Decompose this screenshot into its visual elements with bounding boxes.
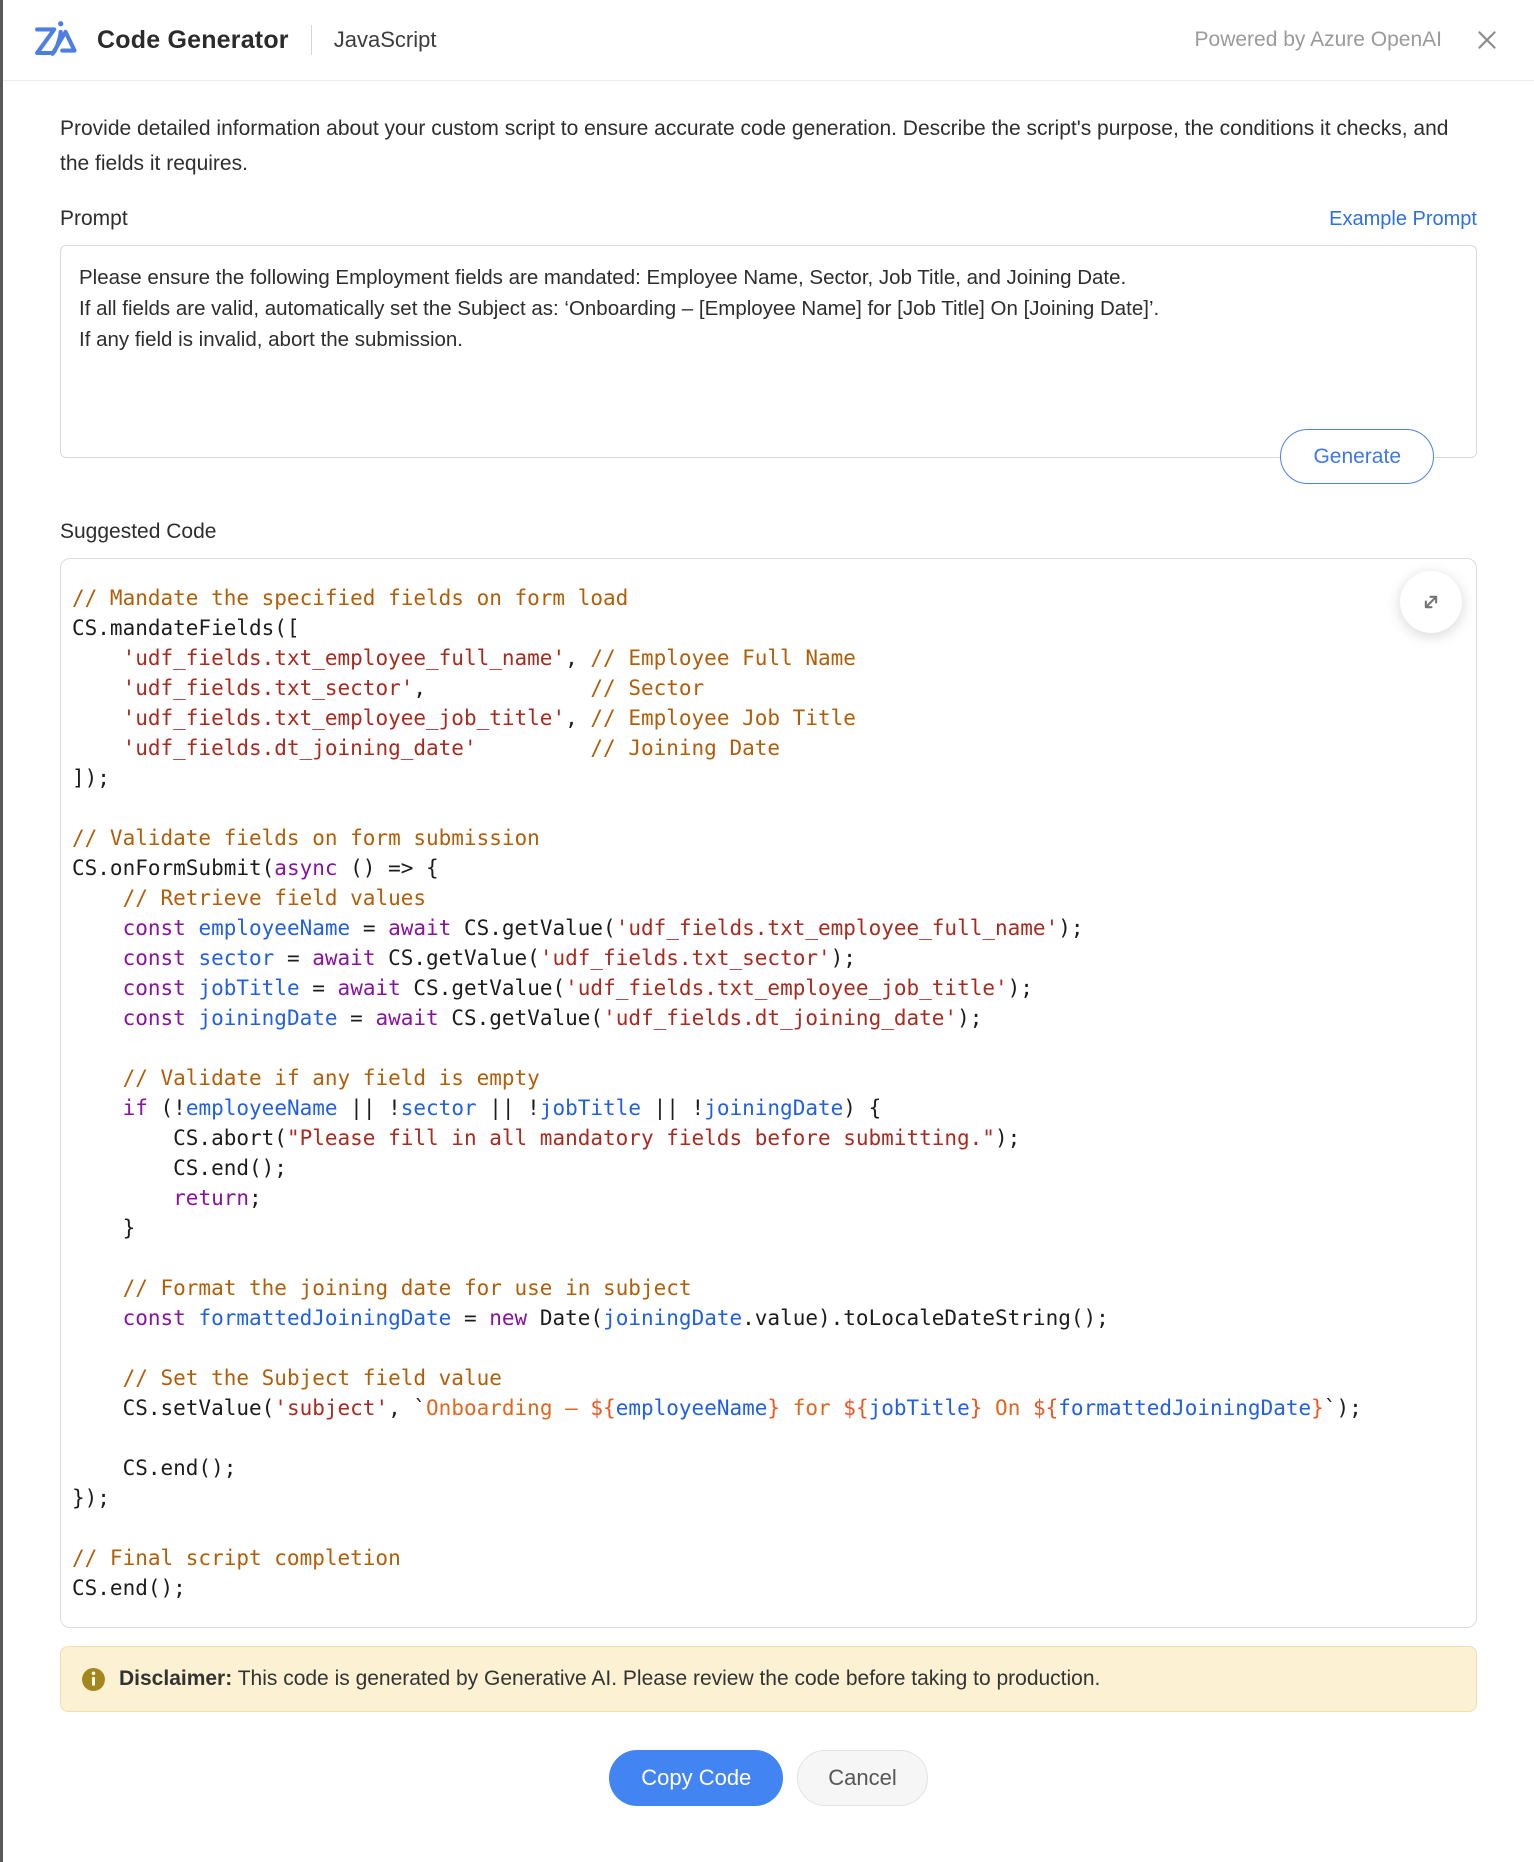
zia-logo-icon [29,14,81,66]
prompt-box [60,245,1477,468]
expand-button[interactable] [1400,571,1462,633]
code-block [60,558,1477,1628]
dialog-title: Code Generator [97,25,289,54]
code-content: // Mandate the specified fields on form load CS.mandateFields([ 'udf_fields.txt_employee_full_name', // Employee Full Name 'udf_fields.txt_sector', // Sector 'udf_fields.txt_employee_job_title', // Employee Job Title 'udf_fields.dt_joining_date' // Joining Date ]); // Validate fields on form submission CS.onFormSubmit(async () => { // Retrieve field values const employeeName = await CS.getValue('udf_fields.txt_employee_full_name'); const sector = await CS.getValue('udf_fields.txt_sector'); const jobTitle = await CS.getValue('udf_fields.txt_employee_job_title'); const joiningDate = await CS.getValue('udf_fields.dt_joining_date'); // Validate if any field is empty if (!employeeName || !sector || !jobTitle || !joiningDate) { CS.abort("Please fill in all mandatory fields before submitting."); CS.end(); return; } // Format the joining date for use in subject const formattedJoiningDate = new Date(joiningDate.value).toLocaleDateString(); // Set the Subject field value CS.setValue('subject', `Onboarding – ${employeeName} for ${jobTitle} On ${formattedJoiningDate}`); CS.end(); }); // Final script completion CS.end(); [72,586,1362,1600]
title-divider [311,25,312,55]
disclaimer-banner [60,1646,1477,1712]
generate-button[interactable]: Generate [1280,429,1434,484]
suggested-code-label: Suggested Code [60,520,217,543]
disclaimer-message: This code is generated by Generative AI. Please review the code before taking to production. [232,1667,1101,1690]
example-prompt-link[interactable]: Example Prompt [1329,207,1477,230]
info-icon [81,1667,106,1692]
close-icon [1474,27,1500,53]
prompt-input[interactable] [61,246,1476,457]
language-label: JavaScript [333,27,437,52]
expand-icon [1416,587,1446,617]
powered-by-label: Powered by Azure OpenAI [1194,28,1442,51]
disclaimer-text [119,1667,1100,1691]
description-text: Provide detailed information about your custom script to ensure accurate code generation. Describe the script's purpose, the conditions it checks, and the fields it requires. [60,117,1449,175]
cancel-button[interactable]: Cancel [797,1750,927,1806]
prompt-header-row [60,207,1477,231]
dialog-header [3,0,1534,81]
copy-code-button[interactable]: Copy Code [609,1750,783,1806]
footer-actions [60,1750,1477,1862]
prompt-label: Prompt [60,207,128,230]
disclaimer-label: Disclaimer: [119,1667,233,1690]
close-button[interactable] [1470,23,1504,57]
dialog-body [3,81,1534,1862]
